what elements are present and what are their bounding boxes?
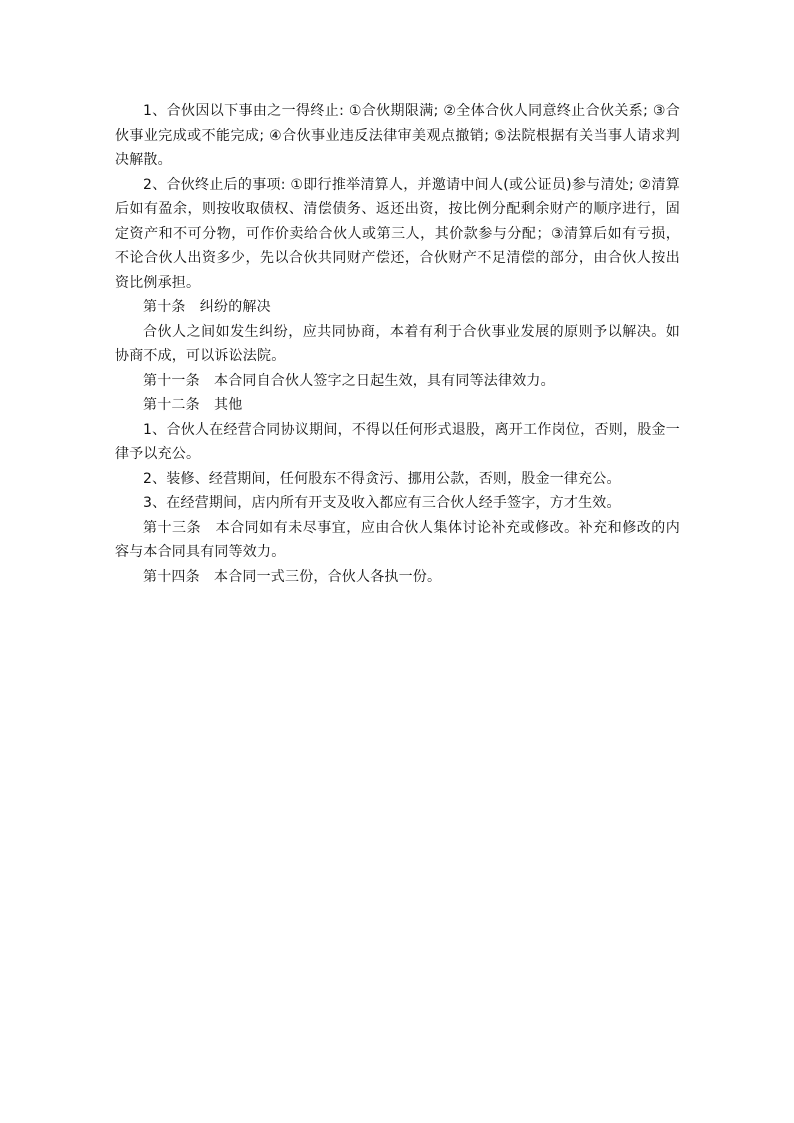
paragraph-termination-causes: 1、合伙因以下事由之一得终止: ①合伙期限满; ②全体合伙人同意终止合伙关系; ③合伙事业完成或不能完成; ④合伙事业违反法律审美观点撤销; ⑤法院根据有关当事人请求判决解散。 xyxy=(115,103,680,168)
article-14: 第十四条 本合同一式三份，合伙人各执一份。 xyxy=(143,568,442,585)
article-10-heading: 第十条 纠纷的解决 xyxy=(143,299,271,315)
article-12-heading: 第十二条 其他 xyxy=(143,397,243,413)
article-13: 第十三条 本合同如有未尽事宜，应由合伙人集体讨论补充或修改。补充和修改的内容与本合同具有同等效力。 xyxy=(115,519,680,560)
paragraph-signature-rule: 3、在经营期间，店内所有开支及收入都应有三合伙人经手签字，方才生效。 xyxy=(143,495,621,511)
article-11: 第十一条 本合同自合伙人签字之日起生效，具有同等法律效力。 xyxy=(143,372,555,389)
document-body xyxy=(115,99,680,589)
paragraph-post-termination: 2、合伙终止后的事项: ①即行推举清算人，并邀请中间人(或公证员)参与清处; ②清算后如有盈余，则按收取债权、清偿债务、返还出资，按比例分配剩余财产的顺序进行，固定资产和不可分物，可作价卖给合伙人或第三人，其价款参与分配；③清算后如有亏损，不论合伙人出资多少，先以合伙共同财产偿还，合伙财产不足清偿的部分，由合伙人按出资比例承担。 xyxy=(115,176,680,291)
paragraph-dispute-resolution: 合伙人之间如发生纠纷，应共同协商，本着有利于合伙事业发展的原则予以解决。如协商不成，可以诉讼法院。 xyxy=(115,323,680,364)
paragraph-no-withdrawal: 1、合伙人在经营合同协议期间，不得以任何形式退股，离开工作岗位，否则，股金一律予以充公。 xyxy=(115,421,680,462)
paragraph-no-embezzlement: 2、装修、经营期间，任何股东不得贪污、挪用公款，否则，股金一律充公。 xyxy=(143,470,621,487)
